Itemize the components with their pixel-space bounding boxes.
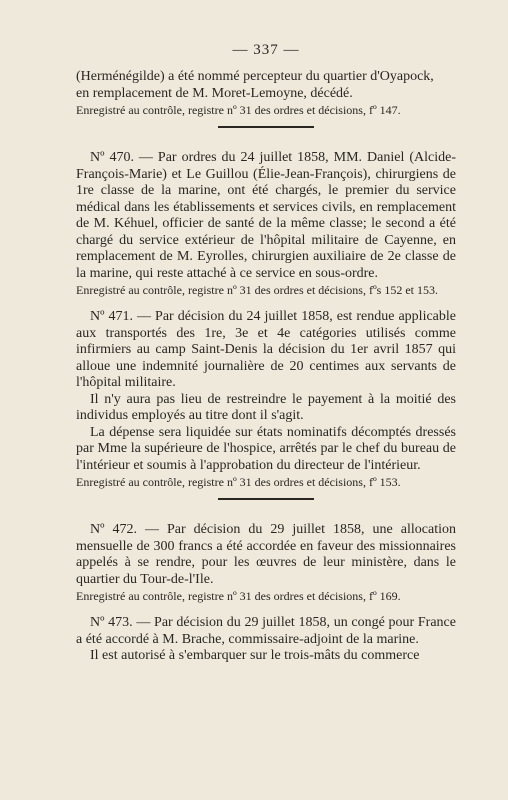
decision-471-paragraph-2: Il n'y aura pas lieu de restreindre le payement à la moitié des individus employés au titre dont il s'agit. — [76, 391, 456, 423]
decision-470-register-note: Enregistré au contrôle, registre nº 31 des ordres et décisions, fºs 152 et 153. — [76, 283, 439, 297]
intro-register-note: Enregistré au contrôle, registre nº 31 des ordres et décisions, fº 147. — [76, 103, 401, 117]
decision-470: Nº 470. — Par ordres du 24 juillet 1858, MM. Daniel (Alcide-François-Marie) et Le Guillou (Élie-Jean-François), chirurgiens de 1re classe de la marine, ont été chargés, le premier du service médical dans les établissements et services civils, en remplacement de M. Kéhuel, officier de santé de la même classe; le second a été chargé du service extérieur de l'hôpital militaire de Cayenne, en remplacement de M. Eyrolles, chirurgien auxiliaire de 2e classe de la marine, qui reste attaché à ce service en sous-ordre. — [76, 150, 456, 281]
decision-472: Nº 472. — Par décision du 29 juillet 1858, une allocation mensuelle de 300 francs a été accordée en faveur des missionnaires appelés à se rendre, pour les œuvres de leur ministère, dans le quartier du Tour-de-l'Ile. — [76, 522, 456, 587]
decision-473-paragraph-2: Il est autorisé à s'embarquer sur le trois-mâts du commerce — [90, 648, 420, 663]
decision-471-paragraph-1: Nº 471. — Par décision du 24 juillet 1858, est rendue applicable aux transportés des 1re, 3e et 4e catégories utilisés comme infirmiers au camp Saint-Denis la décision du 1er avril 1857 qui alloue une indemnité journalière de 20 centimes aux servants de l'hôpital militaire. — [76, 309, 456, 390]
section-divider — [218, 126, 314, 128]
intro-line-2: en remplacement de M. Moret-Lemoyne, décédé. — [76, 85, 353, 101]
section-divider — [218, 498, 314, 500]
decision-473-paragraph-1: Nº 473. — Par décision du 29 juillet 1858, un congé pour France a été accordé à M. Brache, commissaire-adjoint de la marine. — [76, 615, 456, 647]
intro-line-1: (Herménégilde) a été nommé percepteur du quartier d'Oyapock, — [76, 69, 434, 84]
decision-472-register-note: Enregistré au contrôle, registre nº 31 des ordres et décisions, fº 169. — [76, 589, 401, 603]
page-number: — 337 — — [232, 42, 300, 58]
decision-471-paragraph-3: La dépense sera liquidée sur états nominatifs décomptés dressés par Mme la supérieure de l'hospice, arrêtés par le chef du bureau de l'intérieur et soumis à l'approbation du directeur de l'intérieur. — [76, 424, 456, 473]
decision-471-register-note: Enregistré au contrôle, registre nº 31 des ordres et décisions, fº 153. — [76, 475, 401, 489]
